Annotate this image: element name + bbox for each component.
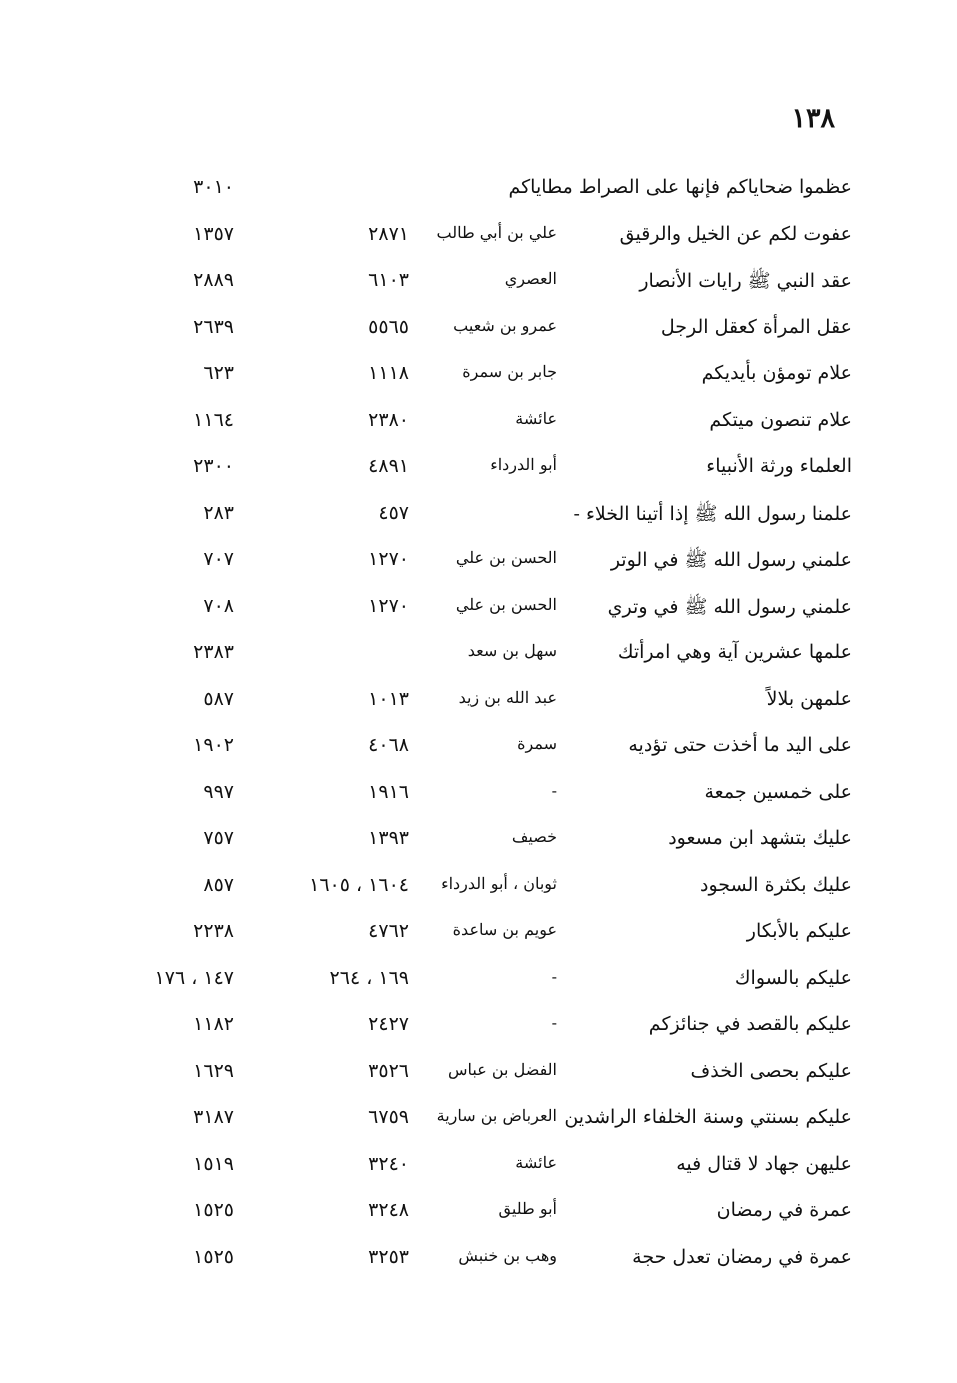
hadith-number: ٤٥٧ [378,501,409,524]
narrator: سمرة [517,734,557,753]
index-entry [0,1102,957,1149]
hadith-text: عظموا ضحاياكم فإنها على الصراط مطاياكم [508,176,852,198]
hadith-text: عليكم بسنتي وسنة الخلفاء الراشدين [564,1106,852,1128]
hadith-text: علام تنصون ميتكم [709,408,852,431]
page-reference: ٨٥٧ [203,873,234,896]
index-entry [0,730,957,777]
hadith-number: ٣٢٥٣ [368,1245,409,1268]
index-entry [0,544,957,591]
hadith-number: ١٩١٦ [368,780,409,803]
hadith-text: عليهن جهاد لا قتال فيه [676,1152,852,1175]
hadith-text: عليك بتشهد ابن مسعود [668,827,852,849]
index-entry [0,963,957,1010]
narrator: عويم بن ساعدة [452,920,557,939]
index-entry [0,312,957,359]
page-reference: ٦٢٣ [203,362,234,384]
hadith-number: ١٠١٣ [368,687,409,710]
page-reference: ٧٠٧ [203,548,234,570]
index-entry [0,637,957,684]
index-entry [0,823,957,870]
page-reference: ٣٠١٠ [193,176,234,198]
hadith-number: ٦٧٥٩ [368,1106,409,1128]
hadith-number: ٤٠٦٨ [368,734,409,756]
page-reference: ١٩٠٢ [193,734,234,756]
page-reference: ٥٨٧ [203,687,234,710]
hadith-text: عليكم بالأبكار [746,920,852,942]
hadith-text: علام تومؤن بأيديكم [701,362,852,384]
narrator: - [551,1013,557,1032]
narrator: الحسن بن علي [455,548,557,567]
hadith-number: ١٣٩٣ [368,827,409,849]
hadith-text: عليك بكثرة السجود [700,873,852,896]
hadith-text: عقد النبي ﷺ رايات الأنصار [639,270,852,292]
page-reference: ٢٨٨٩ [193,269,234,291]
index-entry [0,777,957,824]
hadith-text: عليكم بالسواك [734,966,852,989]
page-reference: ٧٥٧ [203,827,234,849]
page-reference: ١١٨٢ [193,1013,234,1035]
narrator: سهل بن سعد [467,641,557,660]
index-list [0,172,957,1288]
narrator: عبد الله بن زيد [458,687,557,707]
hadith-number: ١١١٨ [368,362,409,384]
hadith-number: ٣٢٤٠ [368,1152,409,1175]
narrator: وهب بن خنبش [458,1245,557,1265]
narrator: الحسن بن علي [455,594,557,614]
page-reference: ١١٦٤ [193,408,234,431]
index-entry [0,1195,957,1242]
hadith-number: ٢٤٢٧ [368,1013,409,1035]
page-reference: ١٣٥٧ [193,222,234,245]
narrator: جابر بن سمرة [462,362,557,381]
page-reference: ١٥١٩ [193,1152,234,1175]
narrator: أبو طليق [498,1199,557,1218]
hadith-number: ٤٨٩١ [368,455,409,477]
page-reference: ٢٨٣ [203,501,234,524]
index-entry [0,870,957,917]
hadith-number: ٦١٠٣ [368,269,409,291]
hadith-number: ٣٥٢٦ [368,1059,409,1082]
hadith-text: عليكم بحصى الخذف [690,1059,852,1082]
hadith-number: ١٢٧٠ [368,594,409,617]
index-entry [0,1242,957,1289]
index-entry [0,916,957,963]
page-reference: ٢٣٠٠ [193,455,234,477]
narrator: - [551,966,557,986]
hadith-number: ٣٢٤٨ [368,1199,409,1221]
index-entry [0,265,957,312]
narrator: - [551,780,557,800]
narrator: عائشة [515,408,557,428]
index-entry [0,1009,957,1056]
narrator: أبو الدرداء [490,455,557,474]
hadith-number: ١٦٠٤ ، ١٦٠٥ [309,873,409,896]
index-entry [0,219,957,266]
narrator: عائشة [515,1152,557,1172]
hadith-text: علمني رسول الله ﷺ في وتري [607,595,852,618]
page-reference: ١٦٢٩ [193,1059,234,1082]
page-reference: ٣١٨٧ [193,1106,234,1128]
hadith-number: ١٢٧٠ [368,548,409,570]
hadith-text: علمنا رسول الله ﷺ إذا أتينا الخلاء - [573,502,852,525]
hadith-text: على اليد ما أخذت حتى تؤديه [628,734,852,756]
page-reference: ٢٣٨٣ [193,641,234,663]
page-reference: ٢٢٣٨ [193,920,234,942]
narrator: خصيف [511,827,557,846]
hadith-number: ١٦٩ ، ٢٦٤ [329,966,409,989]
hadith-text: عفوت لكم عن الخيل والرقيق [619,222,852,245]
page-reference: ٢٦٣٩ [193,315,234,338]
index-entry [0,684,957,731]
page-reference: ١٥٢٥ [193,1199,234,1221]
hadith-text: عمرة في رمضان [716,1199,852,1221]
narrator: الفضل بن عباس [448,1059,557,1079]
page-number: ١٣٨ [791,103,835,134]
index-entry [0,1056,957,1103]
hadith-text: عليكم بالقصد في جنائزكم [648,1013,852,1035]
page-reference: ٩٩٧ [203,780,234,803]
index-entry [0,172,957,219]
narrator: ثوبان ، أبو الدرداء [441,873,557,893]
narrator: العصري [504,269,557,288]
narrator: علي بن أبي طالب [436,222,557,242]
hadith-text: علمها عشرين آية وهي امرأتك [617,641,852,663]
page-reference: ١٤٧ ، ١٧٦ [154,966,234,989]
index-entry [0,498,957,545]
hadith-text: علمهن بلالاً [766,687,852,710]
index-entry [0,1149,957,1196]
page-reference: ١٥٢٥ [193,1245,234,1268]
index-entry [0,451,957,498]
hadith-text: على خمسين جمعة [704,780,852,803]
hadith-text: العلماء ورثة الأنبياء [706,455,852,477]
hadith-number: ٢٨٧١ [368,222,409,245]
hadith-number: ٤٧٦٢ [368,920,409,942]
index-entry [0,358,957,405]
hadith-text: عمرة في رمضان تعدل حجة [632,1245,852,1268]
hadith-text: عقل المرأة كعقل الرجل [660,315,852,338]
hadith-text: علمني رسول الله ﷺ في الوتر [610,549,852,571]
page-reference: ٧٠٨ [203,594,234,617]
index-entry [0,405,957,452]
hadith-number: ٢٣٨٠ [368,408,409,431]
narrator: عمرو بن شعيب [453,315,557,335]
hadith-number: ٥٥٦٥ [368,315,409,338]
narrator: العرباض بن سارية [436,1106,557,1125]
index-entry [0,591,957,638]
